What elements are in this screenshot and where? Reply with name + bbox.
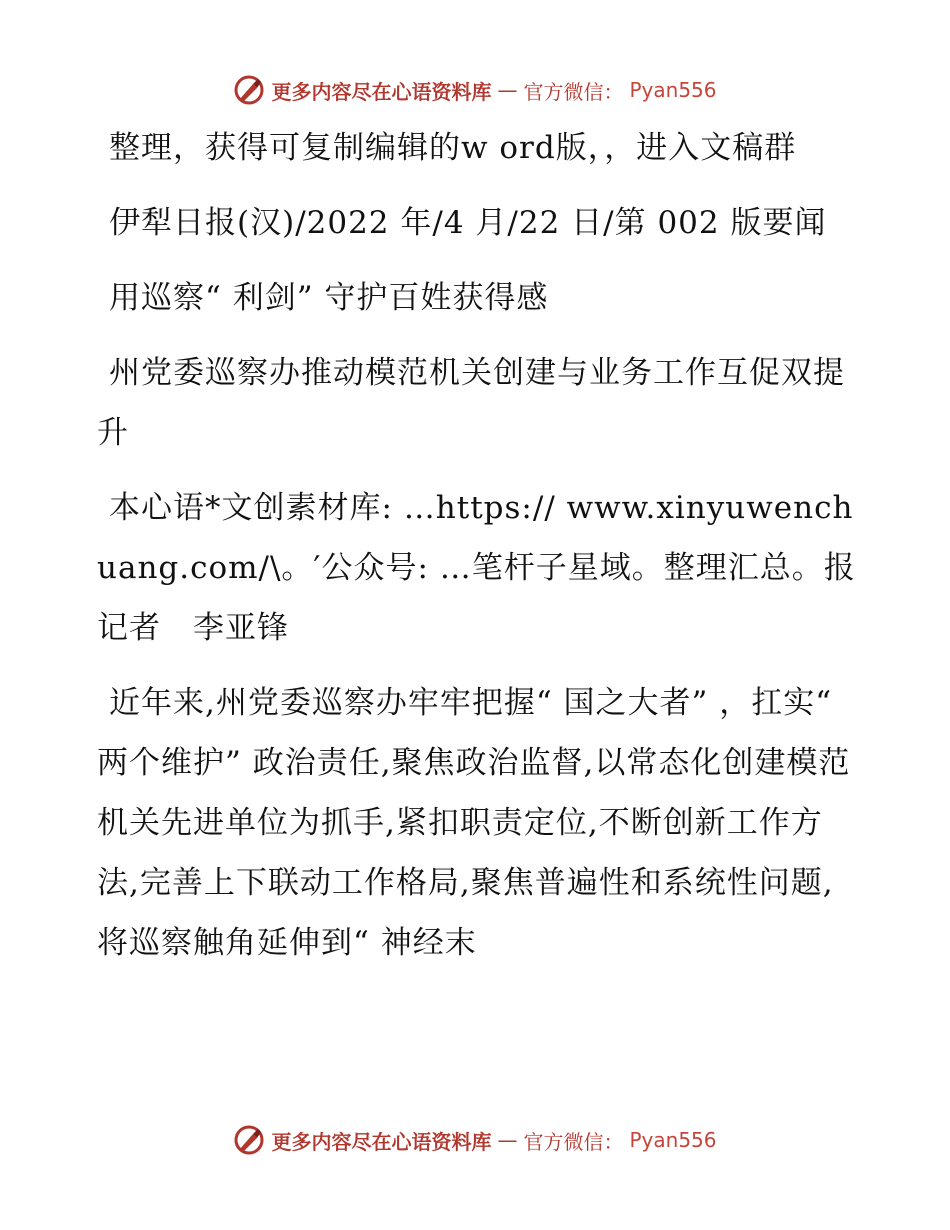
banner-dash: — bbox=[497, 1128, 518, 1152]
banner-dash: — bbox=[497, 78, 518, 102]
paragraph-attribution: 本心语*文创素材库: …https:// www.xinyuwenchuang.com/\。′公众号: …笔杆子星域。整理汇总。报记者 李亚锋 bbox=[97, 490, 856, 646]
banner-wechat-id: Pyan556 bbox=[629, 1128, 717, 1152]
banner-wechat-label: 官方微信： bbox=[523, 1129, 624, 1154]
paragraph-note: 整理，获得可复制编辑的w ord版，，进入文稿群 bbox=[109, 130, 797, 166]
footer-banner bbox=[0, 1120, 950, 1160]
pen-logo-icon bbox=[233, 1124, 265, 1156]
banner-wechat-id: Pyan556 bbox=[629, 78, 717, 102]
paragraph-headline: 用巡察“ 利剑” 守护百姓获得感 bbox=[109, 280, 549, 316]
banner-title: 更多内容尽在心语资料库 bbox=[271, 1129, 492, 1154]
paragraph-subheadline: 州党委巡察办推动模范机关创建与业务工作互促双提升 bbox=[97, 355, 845, 451]
header-banner bbox=[0, 70, 950, 110]
paragraph-body: 近年来,州党委巡察办牢牢把握“ 国之大者” ，扛实“ 两个维护” 政治责任,聚焦政治监督,以常态化创建模范机关先进单位为抓手,紧扣职责定位,不断创新工作方法,完善上下联动工作格局,聚焦普遍性和系统性问题,将巡察触角延伸到“ 神经末 bbox=[97, 685, 851, 961]
banner-title: 更多内容尽在心语资料库 bbox=[271, 79, 492, 104]
banner-wechat-label: 官方微信： bbox=[523, 79, 624, 104]
paragraph-source: 伊犁日报(汉)/2022 年/4 月/22 日/第 002 版要闻 bbox=[109, 205, 827, 241]
document-body bbox=[97, 118, 857, 988]
pen-logo-icon bbox=[233, 74, 265, 106]
